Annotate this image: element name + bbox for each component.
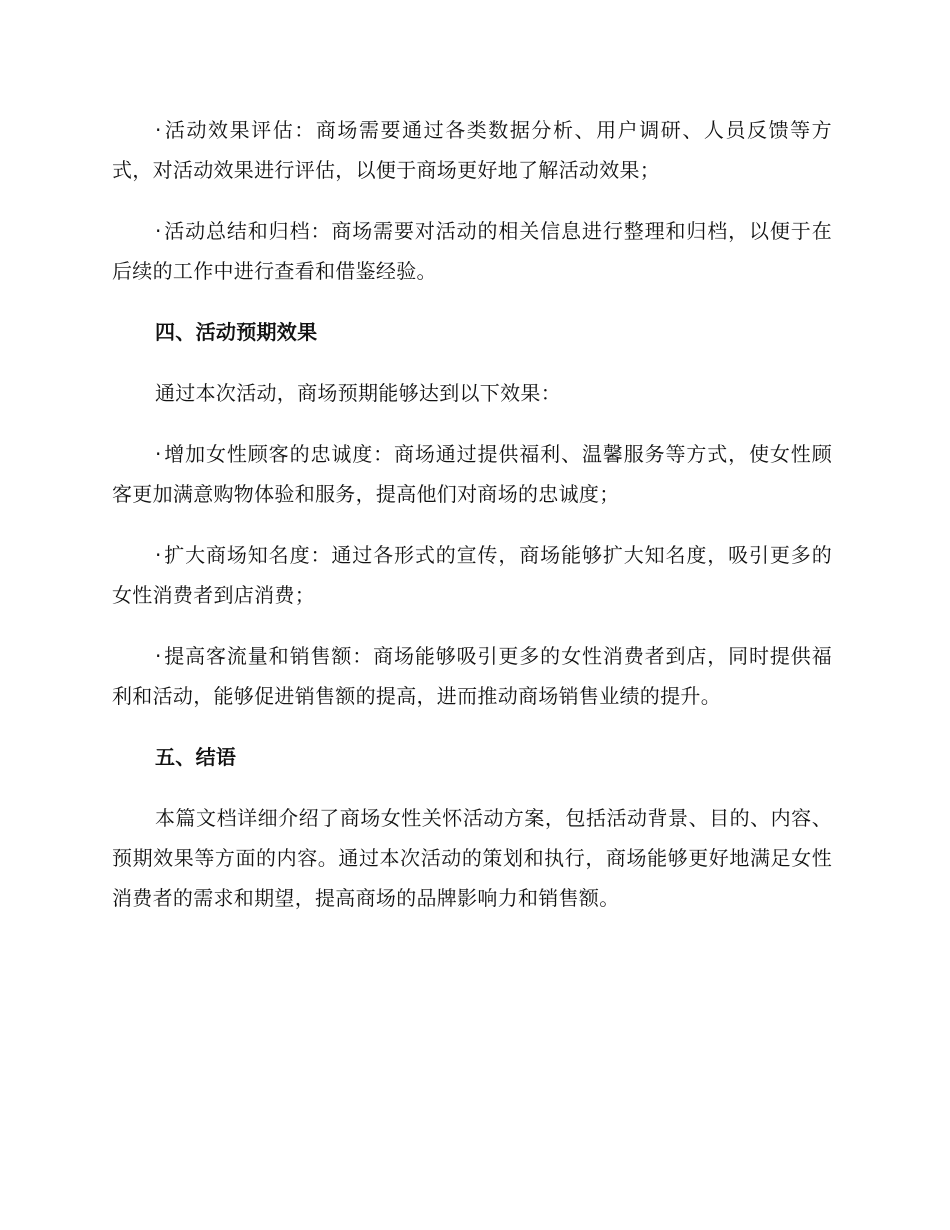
paragraph-text: 扩大商场知名度：通过各形式的宣传，商场能够扩大知名度，吸引更多的女性消费者到店消费； xyxy=(112,543,832,607)
section-intro: 通过本次活动，商场预期能够达到以下效果： xyxy=(155,381,561,405)
section-heading-conclusion: 五、结语 xyxy=(155,745,237,769)
paragraph-text: 活动效果评估：商场需要通过各类数据分析、用户调研、人员反馈等方式，对活动效果进行评估，以便于商场更好地了解活动效果； xyxy=(112,118,832,182)
bullet-paragraph-traffic-sales xyxy=(112,636,832,716)
bullet-dot: · xyxy=(155,644,162,668)
bullet-paragraph-evaluation xyxy=(112,110,832,190)
conclusion-paragraph: 本篇文档详细介绍了商场女性关怀活动方案，包括活动背景、目的、内容、预期效果等方面的内容。通过本次活动的策划和执行，商场能够更好地满足女性消费者的需求和期望，提高商场的品牌影响力和销售额。 xyxy=(112,806,832,910)
bullet-paragraph-awareness xyxy=(112,535,832,615)
bullet-dot: · xyxy=(155,442,162,466)
bullet-paragraph-loyalty xyxy=(112,434,832,514)
paragraph-text: 增加女性顾客的忠诚度：商场通过提供福利、温馨服务等方式，使女性顾客更加满意购物体验和服务，提高他们对商场的忠诚度； xyxy=(112,442,832,506)
bullet-dot: · xyxy=(155,118,162,142)
paragraph-text: 提高客流量和销售额：商场能够吸引更多的女性消费者到店，同时提供福利和活动，能够促进销售额的提高，进而推动商场销售业绩的提升。 xyxy=(112,644,832,708)
section-heading-expected-effects: 四、活动预期效果 xyxy=(155,320,318,344)
bullet-dot: · xyxy=(155,543,162,567)
bullet-paragraph-summary xyxy=(112,211,832,291)
bullet-dot: · xyxy=(155,219,162,243)
paragraph-text: 活动总结和归档：商场需要对活动的相关信息进行整理和归档，以便于在后续的工作中进行查看和借鉴经验。 xyxy=(112,219,832,283)
document-page xyxy=(112,110,832,918)
